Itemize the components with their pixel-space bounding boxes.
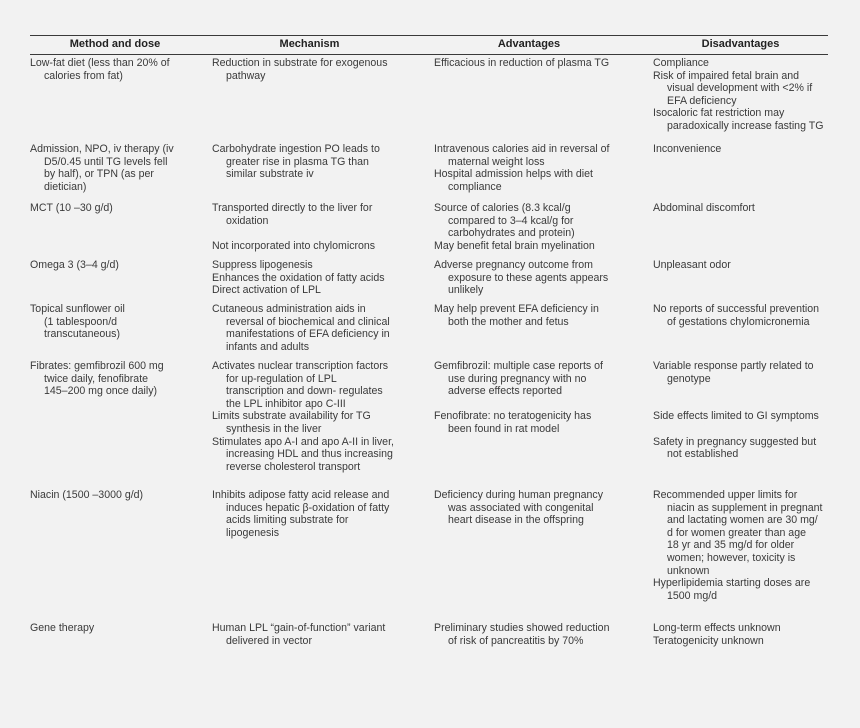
- cell-mechanism: [212, 202, 375, 252]
- cell-disadvantages: [653, 622, 781, 647]
- cell-line: Hyperlipidemia starting doses are: [653, 577, 811, 590]
- cell-advantages: [434, 303, 599, 328]
- cell-line: increasing HDL and thus increasing: [226, 448, 393, 461]
- cell-line: (1 tablespoon/d: [44, 315, 118, 328]
- cell-line: of gestations chylomicronemia: [667, 315, 810, 328]
- cell-method: [30, 202, 113, 215]
- cell-advantages: [434, 202, 595, 252]
- header-advantages: Advantages: [497, 38, 561, 50]
- cell-line: May help prevent EFA deficiency in: [434, 303, 599, 315]
- cell-line: Preliminary studies showed reduction: [434, 622, 610, 634]
- cell-line: lipogenesis: [226, 526, 280, 539]
- cell-line: greater rise in plasma TG than: [226, 155, 369, 168]
- cell-line: Reduction in substrate for exogenous: [212, 57, 388, 69]
- cell-method: [30, 303, 125, 341]
- cell-method: [30, 360, 164, 398]
- cell-line: [212, 227, 375, 240]
- cell-line: No reports of successful prevention: [653, 303, 820, 315]
- cell-line: compliance: [448, 180, 502, 193]
- cell-line: Carbohydrate ingestion PO leads to: [212, 143, 380, 155]
- cell-line: Topical sunflower oil: [30, 303, 125, 315]
- cell-method: [30, 143, 174, 193]
- cell-line: Compliance: [653, 57, 709, 69]
- cell-line: 1500 mg/d: [667, 589, 718, 602]
- cell-line: of risk of pancreatitis by 70%: [448, 634, 584, 647]
- cell-line: Stimulates apo A-I and apo A-II in liver,: [212, 435, 394, 448]
- cell-line: delivered in vector: [226, 634, 312, 647]
- cell-line: was associated with congenital: [448, 501, 594, 514]
- cell-line: d for women greater than age: [667, 526, 806, 539]
- cell-mechanism: [212, 259, 385, 297]
- cell-line: induces hepatic β-oxidation of fatty: [226, 501, 390, 514]
- cell-advantages: [434, 489, 603, 527]
- cell-line: Isocaloric fat restriction may: [653, 107, 785, 120]
- cell-line: acids limiting substrate for: [226, 514, 349, 527]
- cell-line: unknown: [667, 564, 710, 577]
- cell-line: for up-regulation of LPL: [226, 372, 337, 385]
- cell-method: [30, 622, 94, 635]
- cell-mechanism: [212, 57, 388, 82]
- cell-line: Limits substrate availability for TG: [212, 410, 371, 423]
- cell-line: Low-fat diet (less than 20% of: [30, 57, 170, 69]
- cell-line: May benefit fetal brain myelination: [434, 239, 595, 252]
- cell-line: calories from fat): [44, 69, 123, 82]
- cell-line: compared to 3–4 kcal/g for: [448, 214, 574, 227]
- cell-advantages: [434, 57, 609, 70]
- cell-line: Recommended upper limits for: [653, 489, 798, 501]
- cell-line: Unpleasant odor: [653, 259, 731, 271]
- cell-line: 18 yr and 35 mg/d for older: [667, 539, 795, 552]
- cell-line: not established: [667, 448, 739, 461]
- cell-line: the LPL inhibitor apo C-III: [226, 397, 346, 410]
- cell-line: reverse cholesterol transport: [226, 460, 361, 473]
- cell-line: visual development with <2% if: [667, 82, 813, 95]
- cell-line: Enhances the oxidation of fatty acids: [212, 271, 385, 284]
- cell-line: niacin as supplement in pregnant: [667, 501, 823, 514]
- cell-line: Intravenous calories aid in reversal of: [434, 143, 610, 155]
- cell-advantages: [434, 622, 609, 647]
- cell-line: Activates nuclear transcription factors: [212, 360, 389, 372]
- cell-line: reversal of biochemical and clinical: [226, 315, 390, 328]
- cell-line: transcutaneous): [44, 328, 120, 341]
- cell-line: Risk of impaired fetal brain and: [653, 69, 800, 82]
- cell-line: Inconvenience: [653, 143, 722, 155]
- cell-line: Fenofibrate: no teratogenicity has: [434, 410, 592, 423]
- cell-line: transcription and down- regulates: [226, 385, 383, 398]
- cell-line: MCT (10 –30 g/d): [30, 202, 113, 214]
- cell-line: Long-term effects unknown: [653, 622, 781, 634]
- cell-mechanism: [212, 303, 390, 353]
- cell-line: carbohydrates and protein): [448, 227, 575, 240]
- cell-line: Variable response partly related to: [653, 360, 814, 372]
- cell-line: Niacin (1500 –3000 g/d): [30, 489, 144, 501]
- cell-disadvantages: [653, 202, 755, 215]
- header-method: Method and dose: [69, 38, 161, 50]
- cell-line: paradoxically increase fasting TG: [667, 119, 824, 132]
- cell-line: Abdominal discomfort: [653, 202, 755, 214]
- cell-mechanism: [212, 622, 385, 647]
- table-top-rule: [30, 35, 828, 36]
- cell-disadvantages: [653, 360, 819, 461]
- cell-line: Source of calories (8.3 kcal/g: [434, 202, 571, 214]
- cell-line: Suppress lipogenesis: [212, 259, 313, 271]
- cell-disadvantages: [653, 489, 822, 602]
- cell-advantages: [434, 259, 608, 297]
- cell-line: similar substrate iv: [226, 168, 314, 181]
- cell-line: and lactating women are 30 mg/: [667, 514, 818, 527]
- cell-line: twice daily, fenofibrate: [44, 372, 149, 385]
- cell-disadvantages: [653, 57, 823, 133]
- cell-line: maternal weight loss: [448, 155, 545, 168]
- cell-line: Hospital admission helps with diet: [434, 168, 593, 181]
- cell-line: Adverse pregnancy outcome from: [434, 259, 593, 271]
- cell-line: Transported directly to the liver for: [212, 202, 373, 214]
- cell-line: by half), or TPN (as per: [44, 168, 154, 181]
- cell-line: Admission, NPO, iv therapy (iv: [30, 143, 174, 155]
- cell-method: [30, 57, 170, 82]
- cell-disadvantages: [653, 303, 819, 328]
- cell-mechanism: [212, 360, 394, 473]
- cell-method: [30, 489, 143, 502]
- cell-line: synthesis in the liver: [226, 422, 322, 435]
- cell-disadvantages: [653, 259, 731, 272]
- cell-line: Teratogenicity unknown: [653, 634, 764, 647]
- cell-line: pathway: [226, 69, 266, 82]
- cell-line: both the mother and fetus: [448, 315, 569, 328]
- cell-advantages: [434, 143, 609, 193]
- cell-line: unlikely: [448, 284, 484, 297]
- cell-line: [653, 423, 819, 436]
- header-bottom-rule: [30, 54, 828, 55]
- cell-line: oxidation: [226, 214, 269, 227]
- cell-line: [434, 398, 603, 411]
- cell-line: heart disease in the offspring: [448, 514, 584, 527]
- header-disadvantages: Disadvantages: [701, 38, 780, 50]
- cell-mechanism: [212, 143, 380, 181]
- cell-line: Not incorporated into chylomicrons: [212, 239, 376, 252]
- cell-line: dietician): [44, 180, 87, 193]
- cell-line: use during pregnancy with no: [448, 372, 587, 385]
- cell-disadvantages: [653, 143, 721, 156]
- cell-line: been found in rat model: [448, 422, 560, 435]
- cell-line: Efficacious in reduction of plasma TG: [434, 57, 610, 69]
- cell-line: Side effects limited to GI symptoms: [653, 410, 819, 423]
- cell-line: Cutaneous administration aids in: [212, 303, 366, 315]
- cell-line: Fibrates: gemfibrozil 600 mg: [30, 360, 164, 372]
- cell-line: Deficiency during human pregnancy: [434, 489, 604, 501]
- cell-line: adverse effects reported: [448, 385, 563, 398]
- cell-line: Gemfibrozil: multiple case reports of: [434, 360, 603, 372]
- cell-line: [653, 398, 819, 411]
- cell-line: infants and adults: [226, 340, 310, 353]
- cell-line: D5/0.45 until TG levels fell: [44, 155, 168, 168]
- cell-line: manifestations of EFA deficiency in: [226, 328, 390, 341]
- cell-line: Direct activation of LPL: [212, 284, 321, 297]
- cell-line: 145–200 mg once daily): [44, 385, 158, 398]
- cell-line: genotype: [667, 372, 711, 385]
- cell-line: Safety in pregnancy suggested but: [653, 435, 817, 448]
- cell-line: Inhibits adipose fatty acid release and: [212, 489, 390, 501]
- cell-line: Gene therapy: [30, 622, 95, 634]
- cell-line: Omega 3 (3–4 g/d): [30, 259, 119, 271]
- cell-line: women; however, toxicity is: [667, 551, 796, 564]
- cell-line: [653, 385, 819, 398]
- cell-advantages: [434, 360, 603, 436]
- cell-mechanism: [212, 489, 389, 539]
- cell-line: EFA deficiency: [667, 94, 737, 107]
- header-mechanism: Mechanism: [279, 38, 340, 50]
- cell-method: [30, 259, 119, 272]
- cell-line: exposure to these agents appears: [448, 271, 609, 284]
- cell-line: Human LPL “gain-of-function” variant: [212, 622, 386, 634]
